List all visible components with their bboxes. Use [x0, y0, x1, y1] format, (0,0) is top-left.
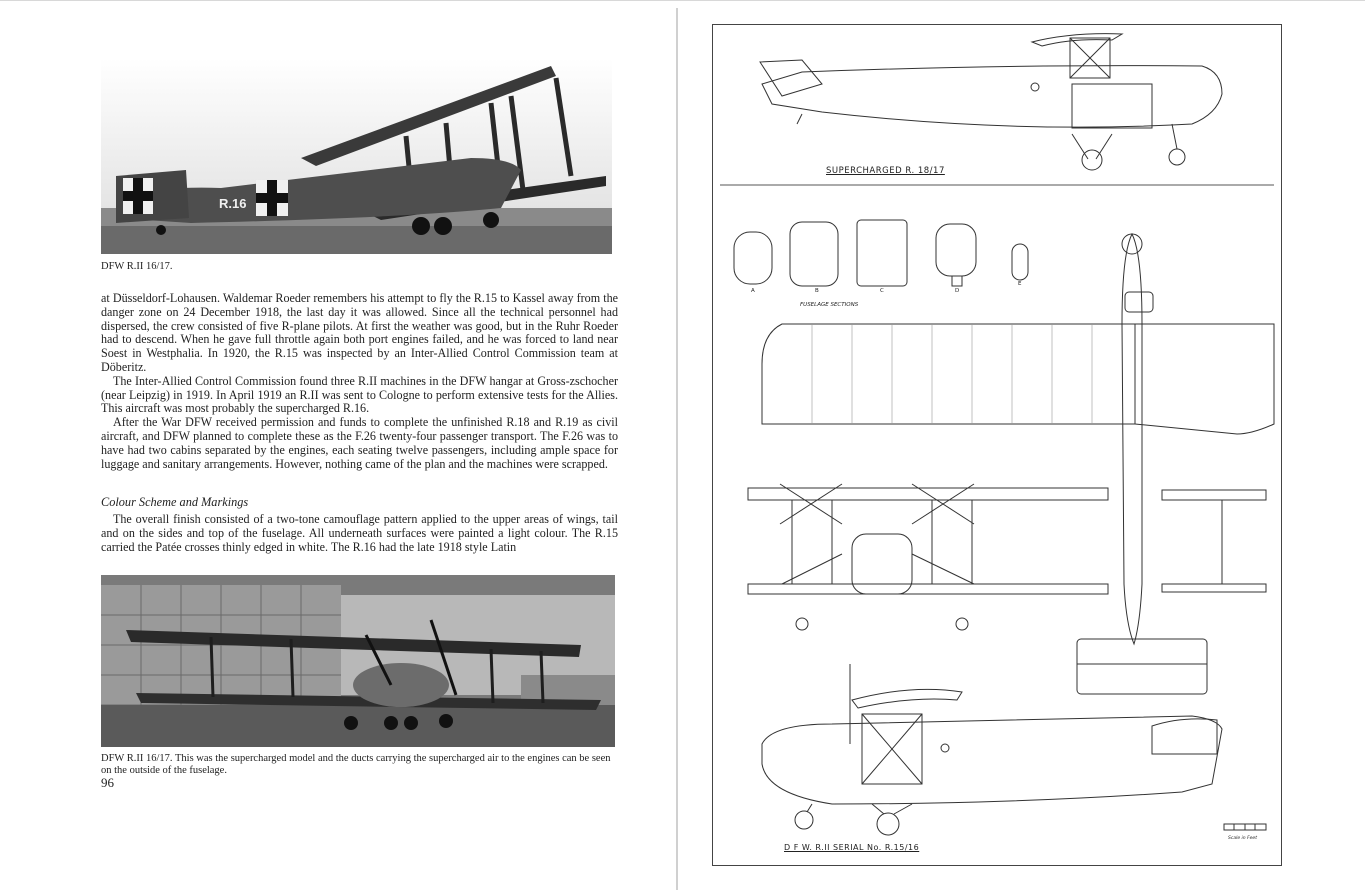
photo-dfw-r16-image [101, 58, 612, 254]
side-view-r15 [762, 664, 1222, 835]
photo-marking-r16: R.16 [219, 196, 247, 211]
fuselage-sections [734, 220, 1028, 286]
section-letter-a: A [751, 288, 755, 294]
label-scale: Scale in Feet [1228, 836, 1257, 841]
left-page [0, 0, 676, 890]
photo1-caption: DFW R.II 16/17. [101, 261, 173, 272]
section-letter-d: D [955, 288, 960, 294]
paragraph-1: at Düsseldorf-Lohausen. Waldemar Roeder remembers his attempt to fly the R.15 to Kassel away from the danger zone on 24 December 1918, the last day it was allowed. Since all the technical personnel had dispersed, the crew consisted of five R-plane pilots. At first the weather was good, but in the Ruhr Roeder had to descend. When he gave full throttle again both port engines failed, and he was forced to land near Soest in Westphalia. In 1920, the R.15 was inspected by an Inter-Allied Control Commission team at Döberitz. [101, 291, 618, 374]
paragraph-2: The Inter-Allied Control Commission found three R.II machines in the DFW hangar at Gross-zschocher (near Leipzig) in 1919. In April 1919 an R.II was sent to Cologne to perform extensive tests for the Allies. This aircraft was most probably the supercharged R.16. [101, 373, 618, 416]
front-view [748, 484, 1266, 630]
section-letter-c: C [880, 288, 884, 294]
photo-dfw-hangar [101, 575, 615, 747]
section-heading: Colour Scheme and Markings [101, 495, 249, 509]
page-gutter [676, 8, 678, 890]
page-number: 96 [101, 775, 114, 790]
label-fuselage-sections: FUSELAGE SECTIONS [800, 302, 859, 308]
body-text-lower [101, 513, 618, 554]
side-view-supercharged [760, 34, 1222, 170]
paragraph-3: After the War DFW received permission and funds to complete the unfinished R.18 and R.19 as civil aircraft, and DFW planned to complete these as the F.26 twenty-four passenger transport. The F.26 was to have had two cabins separated by the engines, each seating twelve passengers, including ample space for luggage and sanitary arrangements. However, nothing came of the plan and the machines were scrapped. [101, 415, 618, 471]
body-text-upper [101, 292, 618, 471]
technical-drawing [712, 24, 1282, 866]
scale-bar [1224, 824, 1266, 830]
label-dfw-r2: D F W. R.II SERIAL No. R.15/16 [784, 843, 920, 852]
photo-dfw-hangar-image [101, 575, 615, 747]
photo2-caption: DFW R.II 16/17. This was the supercharged model and the ducts carrying the supercharged air to the engines can be seen on the outside of the fuselage. [101, 753, 611, 776]
section-letter-e: E [1018, 281, 1022, 287]
label-supercharged: SUPERCHARGED R. 18/17 [826, 166, 945, 176]
section-letter-b: B [815, 288, 819, 294]
photo-dfw-r16 [101, 58, 612, 254]
paragraph-4: The overall finish consisted of a two-tone camouflage pattern applied to the upper areas of wings, tail and on the sides and top of the fuselage. All underneath surfaces were painted a light colour. The R.15 carried the Patée crosses thinly edged in white. The R.16 had the late 1918 style Latin [101, 512, 618, 554]
